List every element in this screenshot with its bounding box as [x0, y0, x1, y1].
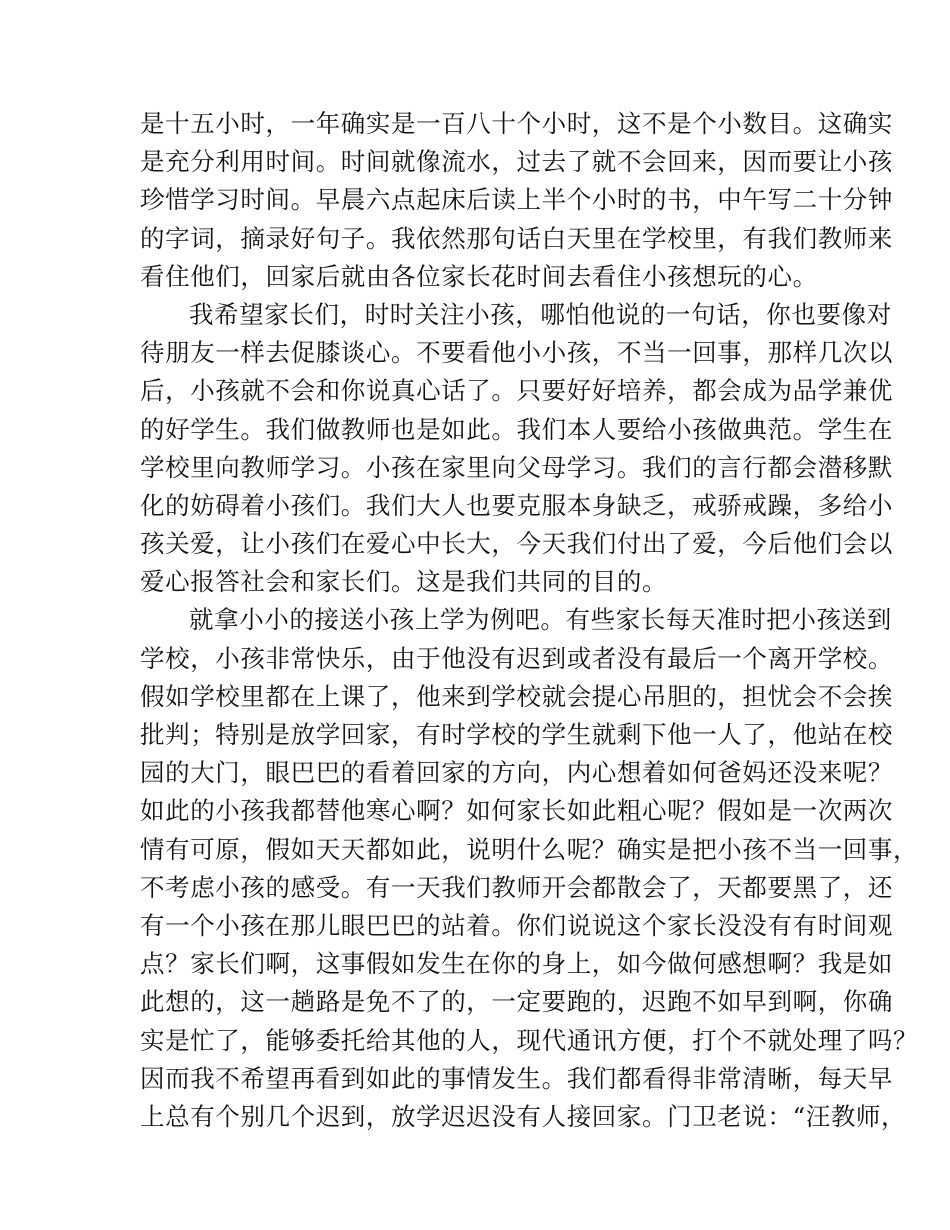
text-line: 批判；特别是放学回家，有时学校的学生就剩下他一人了，他站在校 — [140, 720, 893, 749]
paragraph-first-line: 我希望家长们，时时关注小孩，哪怕他说的一句话，你也要像对 — [189, 299, 892, 329]
text-line: 化的妨碍着小孩们。我们大人也要克服本身缺乏，戒骄戒躁，多给小 — [140, 490, 893, 520]
document-body — [140, 105, 919, 1136]
text-line: 因而我不希望再看到如此的事情发生。我们都看得非常清晰，每天早 — [140, 1063, 893, 1093]
text-line: 珍惜学习时间。早晨六点起床后读上半个小时的书，中午写二十分钟 — [140, 185, 893, 215]
text-line: 情有可原，假如天天都如此，说明什么呢？确实是把小孩不当一回事， — [140, 834, 919, 864]
text-line: 是十五小时，一年确实是一百八十个小时，这不是个小数目。这确实 — [140, 109, 893, 138]
text-line: 如此的小孩我都替他寒心啊？如何家长如此粗心呢？假如是一次两次 — [140, 796, 893, 826]
text-line: 点？家长们啊，这事假如发生在你的身上，如今做何感想啊？我是如 — [140, 949, 893, 979]
text-line: 实是忙了，能够委托给其他的人，现代通讯方便，打个不就处理了吗？ — [140, 1025, 919, 1055]
text-line: 假如学校里都在上课了，他来到学校就会提心吊胆的，担忧会不会挨 — [140, 681, 893, 711]
text-line: 待朋友一样去促膝谈心。不要看他小小孩，不当一回事，那样几次以 — [140, 338, 893, 368]
text-line: 园的大门，眼巴巴的看着回家的方向，内心想着如何爸妈还没来呢？ — [140, 758, 893, 788]
text-line: 此想的，这一趟路是免不了的，一定要跑的，迟跑不如早到啊，你确 — [140, 987, 893, 1017]
text-line: 不考虑小孩的感受。有一天我们教师开会都散会了，天都要黑了，还 — [140, 872, 893, 902]
paragraph-first-line: 就拿小小的接送小孩上学为例吧。有些家长每天准时把小孩送到 — [189, 605, 892, 635]
text-line: 是充分利用时间。时间就像流水，过去了就不会回来，因而要让小孩 — [140, 147, 893, 177]
text-line: 学校，小孩非常快乐，由于他没有迟到或者没有最后一个离开学校。 — [140, 643, 893, 673]
text-line: 后，小孩就不会和你说真心话了。只要好好培养，都会成为品学兼优 — [140, 376, 893, 406]
text-line: 上总有个别几个迟到，放学迟迟没有人接回家。门卫老说：“汪教师， — [140, 1101, 907, 1131]
text-line: 学校里向教师学习。小孩在家里向父母学习。我们的言行都会潜移默 — [140, 452, 893, 482]
text-line: 的好学生。我们做教师也是如此。我们本人要给小孩做典范。学生在 — [140, 414, 893, 444]
text-line: 的字词，摘录好句子。我依然那句话白天里在学校里，有我们教师来 — [140, 223, 893, 253]
text-line: 看住他们，回家后就由各位家长花时间去看住小孩想玩的心。 — [140, 261, 818, 291]
text-line: 有一个小孩在那儿眼巴巴的站着。你们说说这个家长没没有有时间观 — [140, 910, 893, 940]
text-line: 孩关爱，让小孩们在爱心中长大，今天我们付出了爱，今后他们会以 — [140, 529, 893, 559]
text-line: 爱心报答社会和家长们。这是我们共同的目的。 — [140, 567, 668, 597]
